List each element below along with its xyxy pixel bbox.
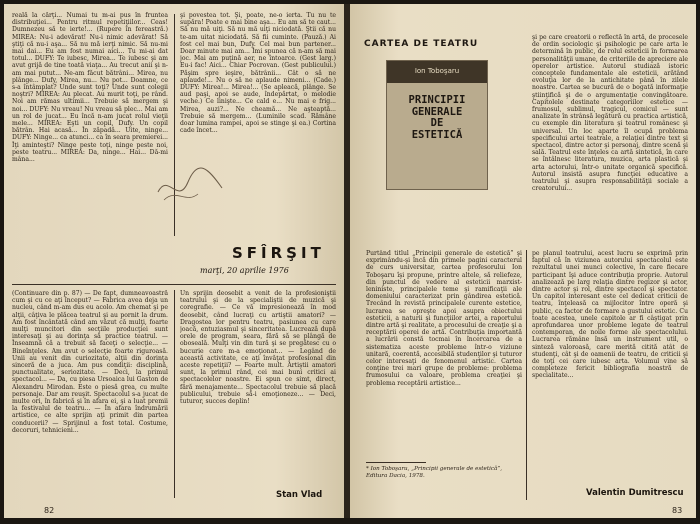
footnote-rule: [366, 462, 426, 463]
book-author: Ion Toboşaru: [414, 67, 460, 75]
section-title: CARTEA DE TEATRU: [364, 39, 479, 49]
book-cover: [386, 60, 488, 190]
page-number: 83: [672, 506, 683, 515]
book-title: PRINCIPII GENERALE DE ESTETICĂ: [408, 94, 466, 141]
author-signature: Stan Vlad: [276, 490, 323, 500]
review-column-bottom-left: Purtând titlul „Principii generale de estetică” şi exprimându-şi încă din primele pagini caracterul de curs universitar, cartea profesorului Ion Toboşaru îşi propune, printre altele, să reliefeze, din punctul de vedere al esteticii marxist-leniniste, principalele teme şi ramificaţii ale domeniului caracterizat prin gândirea estetică. Trecând în revistă principalele curente estetice, lucrarea se opreşte apoi asupra obiectului esteticii, a naturii şi funcţiilor artei, a raportului dintre artă şi realitate, a procesului de creaţie şi a receptării operei de artă. Contribuţia importantă a lucrării constă tocmai în încercarea de a sistematiza aceste probleme într-o viziune unitară, coerentă, accesibilă studenţilor şi tuturor celor interesaţi de fenomenul artistic. Cartea conţine trei mari grupe de probleme: problema frumosului ca valoare, problema creaţiei şi problema receptării artistice...: [366, 250, 522, 387]
handwritten-scribble: [152, 152, 232, 212]
column-divider: [526, 250, 527, 500]
review-column-top-right: şi pe care creatorii o reflectă în artă, de procesele de ordin sociologic şi psihologic pe care arta le determină în public, de rolul esteticii în formarea personalităţii umane, de criteriile de apreciere ale operelor artistice. Autorul studiază istoric conceptele fundamentale ale esteticii, arătând evoluţia lor de la antichitate până în zilele noastre. Cartea se bucură de o bogată informaţie ştiinţifică şi de o argumentaţie convingătoare. Capitolele destinate categoriilor estetice — frumosul, sublimul, tragicul, comicul — sunt analizate în strânsă legătură cu practica artistică, cu exemple din literatura şi teatrul românesc şi universal. Un loc aparte îl ocupă problema specificului artei teatrale, a relaţiei dintre text şi spectacol, dintre actor şi personaj, dintre scenă şi sală. Teatrul este înţeles ca artă sintetică, în care se întâlnesc literatura, muzica, arta plastică şi arta actorului, într-o unitate organică specifică. Autorul insistă asupra funcţiei educative a teatrului şi asupra responsabilităţii sociale a creatorului...: [532, 34, 688, 193]
page-number: 82: [44, 506, 55, 515]
magazine-spread: [4, 4, 696, 520]
column-divider: [174, 290, 175, 498]
play-text-column-1: reală la cărţi... Numai tu m-ai pus în fruntea distribuţiei... Pentru ritmul repetiţiilor... Ceas! Dumnezeu să te ierte!... (Rupere în fereastră.) MIREA: Nu-i adevărat! Nu-i nimic adevărat! Să ştiţi că nu-i aşa... Să nu mă ierţi nimic. Să nu-mi mai dai... Eu am fost numai aici... Tu mi-ai dat totul... DUFY: Te iubesc, Mirea... Te iubesc şi am avut grijă de tine toată viaţa... Au trecut anii şi n-am mai putut... Ne-am făcut bătrâni... Mirea, nu plânge... Dufy, Mirea, nu... Nu pot... Doamne, ce s-a întâmplat? Unde sunt toţi? Unde sunt colegii noştri? MIREA: Au plecat. Au murit toţi, pe rând. Noi am rămas ultimii... Trebuie să mergem şi noi... DUFY: Nu vreau! Nu vreau să plec... Mai am un rol de jucat... Eu încă n-am jucat rolul vieţii mele... MIREA: Eşti un copil, Dufy. Un copil bătrân. Hai acasă... În zăpadă... Uite, ninge... DUFY: Ninge... ca atunci... ca în seara premierei... Îţi aminteşti? Ninge peste toţi, ninge peste noi, peste teatru... MIREA: Da, ninge... Hai... Dă-mi mâna...: [12, 12, 168, 164]
interview-column-1: (Continuare din p. 87) — De fapt, dumneavoastră cum şi cu ce aţi început? — Fabrica avea deja un nucleu, când m-am dus eu acolo. Am chemat şi pe alţii, câţiva le plăcea teatrul şi au pornit la drum. Am fost încântată când am văzut că mulţi, foarte mulţi muncitori din secţiile producţiei sunt interesaţi şi au dorinţa să practice teatrul. — Înseamnă că a trebuit să faceţi o selecţie... — Bineînţeles. Am avut o selecţie foarte riguroasă. Unii au venit din curiozitate, alţii din dorinţa sinceră de a juca. Am pus condiţii: disciplină, punctualitate, seriozitate. — Deci, la primul spectacol... — Da, cu piesa Ursoaica lui Gaston de Alexandru Mirodan. Este o piesă grea, cu multe personaje. Dar am reuşit. Spectacolul s-a jucat de multe ori, în fabrică şi în afara ei, şi a luat premii la festivalul de teatru... — În afara îndrumării artistice, ce alte sprijin aţi primit din partea conducerii? — Sprijinul a fost total. Costume, decoruri, tehnicieni...: [12, 290, 168, 434]
left-page: [4, 4, 344, 518]
the-end-heading: SFÎRŞIT: [232, 244, 325, 262]
section-divider: [12, 284, 336, 285]
interview-column-2: Un sprijin deosebit a venit de la profesioniştii teatrului şi de la specialiştii de muzică şi coregrafie. — Ce vă impresionează în mod deosebit, când lucraţi cu artiştii amatori? — Dragostea lor pentru teatru, pasiunea cu care joacă, entuziasmul şi sinceritatea. Lucrează după orele de program, seara, fără să se plângă de oboseală. Mulţi vin din tură şi se pregătesc cu o bucurie care m-a emoţionat... — Legând de această activitate, ce aţi învăţat profesional din aceste repetiţii? — Foarte mult. Artiştii amatori sunt, la primul rând, cei mai buni critici ai spectacolelor noastre. Ei spun ce simt, direct, fără menajamente... Spectacolul trebuie să placă publicului, trebuie să-i emoţioneze... — Deci, tuturor, succes deplin!: [180, 290, 336, 406]
footnote: * Ion Toboşaru, „Principii generale de estetică”, Editura Dacia, 1978.: [366, 466, 503, 479]
review-column-bottom-right: pe planul teatrului, acest lucru se exprimă prin faptul că în viziunea autorului spectacolul este rezultatul unei munci colective, în care fiecare participant îşi aduce contribuţia proprie. Autorul analizează pe larg relaţia dintre regizor şi actor, dintre actor şi rol, dintre spectacol şi spectator. Un capitol interesant este cel dedicat criticii de teatru, înţeleasă ca mijlocitor între operă şi public, ca factor de formare a gustului estetic. Cu toate acestea, unele capitole ar fi câştigat prin aprofundarea unor probleme legate de teatrul contemporan, de noile forme ale spectacolului. Lucrarea rămâne însă un instrument util, o sinteză valoroasă, care merită citită atât de studenţi, cât şi de oamenii de teatru, de criticii şi de toţi cei care iubesc arta. Volumul vine să completeze fericit bibliografia noastră de specialitate...: [532, 250, 688, 380]
date-line: marţi, 20 aprilie 1976: [200, 266, 289, 275]
play-text-column-2: şi povestea tot. Şi, poate, ne-o ierta. Tu nu te supăra! Poate e mai bine aşa... Eu am să te caut... Să nu mă uiţi. Să nu mă uiţi niciodată. Ştii că nu te-am uitat niciodată. Să fii cuminte. (Pauză.) Ai fost cel mai bun, Dufy. Cel mai bun partener... Doar minute mai am... Îmi spunea că n-am să mai joc. Mai am puţină aer, ne întoarce. (Gest larg.) Eu-i fac! Aici... Chiar Pocrovan. (Gest publicului.) Păşim spre ieşire, bătrânii... Cât o să ne aplaude!... Nu o să ne aplaude nimeni... (Cade.) DUFY: Mirea!... Mirea!... (Se apleacă, plânge. Se aud paşi, apoi se aude, îndepărtat, o melodie veche.) Ce linişte... Ce cald e... Nu mai e frig... Mirea, auzi?... Ne cheamă... Ne aşteaptă... Trebuie să mergem... (Luminile scad. Rămâne doar lumina rampei, apoi se stinge şi ea.) Cortina cade încet...: [180, 12, 336, 135]
right-page: [350, 4, 696, 518]
author-signature: Valentin Dumitrescu: [586, 488, 684, 498]
